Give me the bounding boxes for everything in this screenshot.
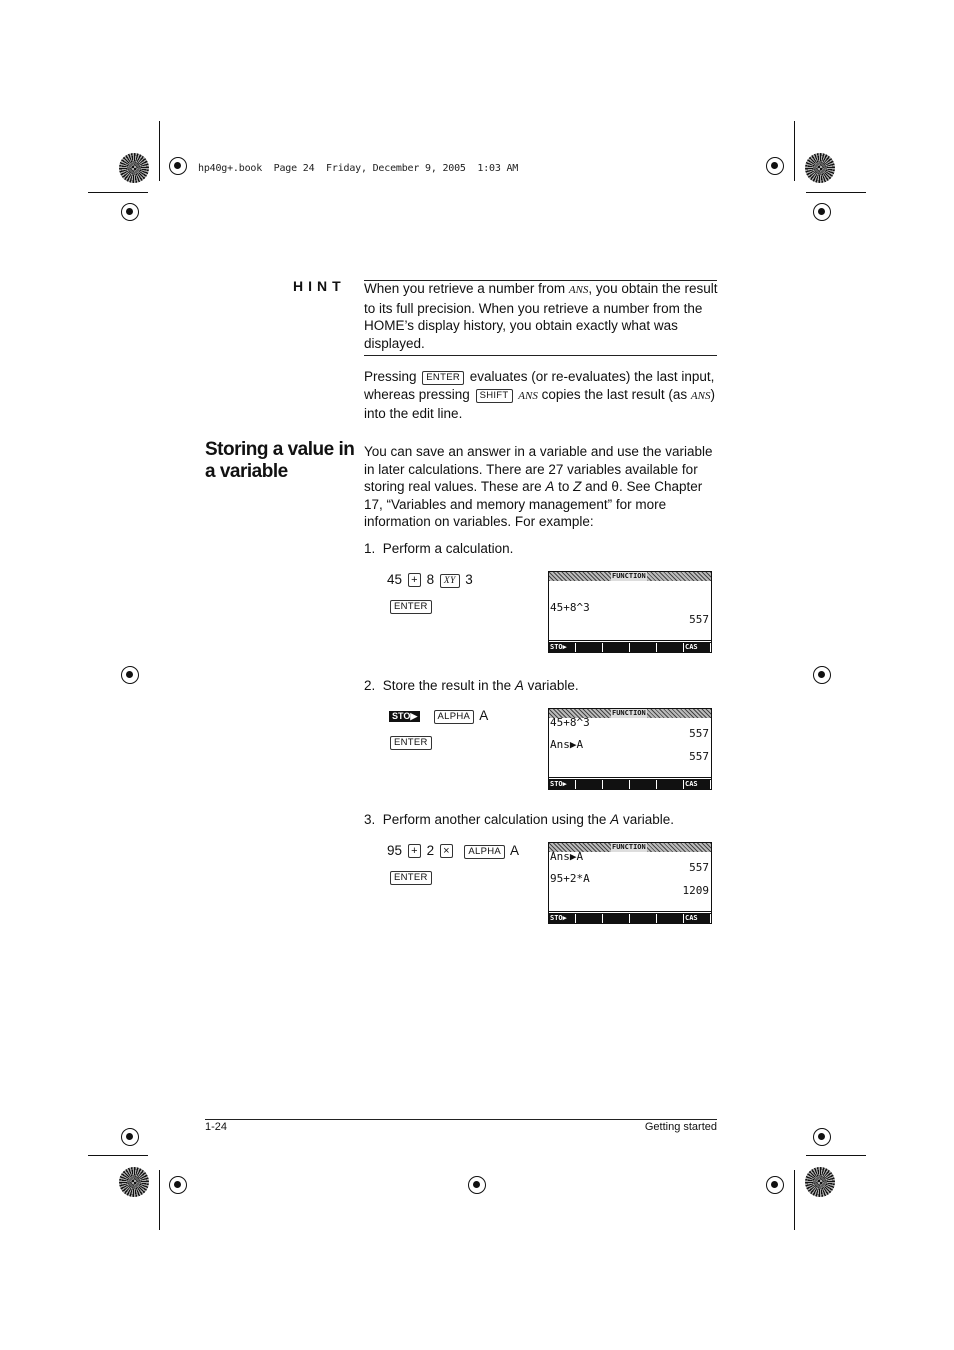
footer-rule <box>205 1119 717 1120</box>
multiply-key: × <box>440 844 453 858</box>
registration-mark-icon <box>766 157 784 175</box>
registration-mark-icon <box>813 1128 831 1146</box>
alpha-key: ALPHA <box>434 710 475 724</box>
calculator-screen-2: FUNCTION 45+8^3 557 Ans▶A 557 STO▶ CAS <box>548 708 712 790</box>
screen-menu: STO▶ CAS <box>549 642 711 652</box>
registration-mark-icon <box>169 157 187 175</box>
section-heading: Storing a value in a variable <box>205 439 355 482</box>
step-1-keys: 45 + 8 XY 3 ENTER <box>387 572 473 612</box>
registration-mark-icon <box>121 203 139 221</box>
calculator-screen-1: FUNCTION 45+8^3 557 STO▶ CAS <box>548 571 712 653</box>
alpha-key: ALPHA <box>464 845 505 859</box>
pressing-paragraph: Pressing ENTER evaluates (or re-evaluates) the last input, whereas pressing SHIFT ANS copies the last result (as ANS) into the edit line. <box>364 369 715 422</box>
registration-mark-icon <box>121 666 139 684</box>
hint-text: When you retrieve a number from ANS, you obtain the result to its full precision. When you retrieve a number from the HOME’s display history, you obtain exactly what was displayed. <box>364 281 718 351</box>
plus-key: + <box>408 573 421 587</box>
power-key: XY <box>440 574 460 588</box>
color-bar-icon <box>119 1167 149 1197</box>
ans-key-label: ANS <box>518 389 538 402</box>
screen-title-bar: FUNCTION <box>549 709 711 718</box>
color-bar-icon <box>805 153 835 183</box>
enter-key: ENTER <box>390 736 432 750</box>
screen-title-bar: FUNCTION <box>549 843 711 852</box>
sto-softkey: STO▶ <box>389 711 420 722</box>
step-2-keys: STO▶ ALPHA A ENTER <box>389 703 488 755</box>
crop-mark <box>88 1155 148 1156</box>
hint-label: HINT <box>293 278 346 294</box>
print-header: hp40g+.book Page 24 Friday, December 9, 2005 1:03 AM <box>198 163 519 174</box>
page-number: 1-24 <box>205 1121 228 1133</box>
enter-key: ENTER <box>390 871 432 885</box>
color-bar-icon <box>119 153 149 183</box>
registration-mark-icon <box>813 203 831 221</box>
registration-mark-icon <box>468 1176 486 1194</box>
registration-mark-icon <box>169 1176 187 1194</box>
shift-key: SHIFT <box>476 389 513 403</box>
crop-mark <box>159 1170 160 1230</box>
crop-mark <box>806 192 866 193</box>
step-3: 3. Perform another calculation using the A variable. <box>364 812 674 827</box>
step-3-keys: 95 + 2 × ALPHA A ENTER <box>387 843 520 883</box>
screen-menu: STO▶ CAS <box>549 779 711 789</box>
crop-mark <box>88 192 148 193</box>
enter-key: ENTER <box>390 600 432 614</box>
enter-key: ENTER <box>422 371 464 385</box>
crop-mark <box>806 1155 866 1156</box>
ans-label: ANS <box>568 284 589 296</box>
step-1: 1. Perform a calculation. <box>364 541 514 556</box>
crop-mark <box>159 121 160 181</box>
ans-label: ANS <box>690 389 711 402</box>
hint-bottom-rule <box>364 355 717 356</box>
registration-mark-icon <box>813 666 831 684</box>
calculator-screen-3: FUNCTION Ans▶A 557 95+2*A 1209 STO▶ CAS <box>548 842 712 924</box>
section-intro: You can save an answer in a variable and use the variable in later calculations. There are 27 variables available for storing real values. These are A to Z and θ. See Chapter 17, “Variables and memory management” for more information on variables. For example: <box>364 444 713 530</box>
color-bar-icon <box>805 1167 835 1197</box>
registration-mark-icon <box>121 1128 139 1146</box>
crop-mark <box>794 1170 795 1230</box>
registration-mark-icon <box>766 1176 784 1194</box>
step-2: 2. Store the result in the A variable. <box>364 678 579 693</box>
crop-mark <box>794 121 795 181</box>
chapter-name: Getting started <box>644 1121 717 1133</box>
screen-title-bar: FUNCTION <box>549 572 711 581</box>
plus-key: + <box>408 844 421 858</box>
screen-menu: STO▶ CAS <box>549 913 711 923</box>
